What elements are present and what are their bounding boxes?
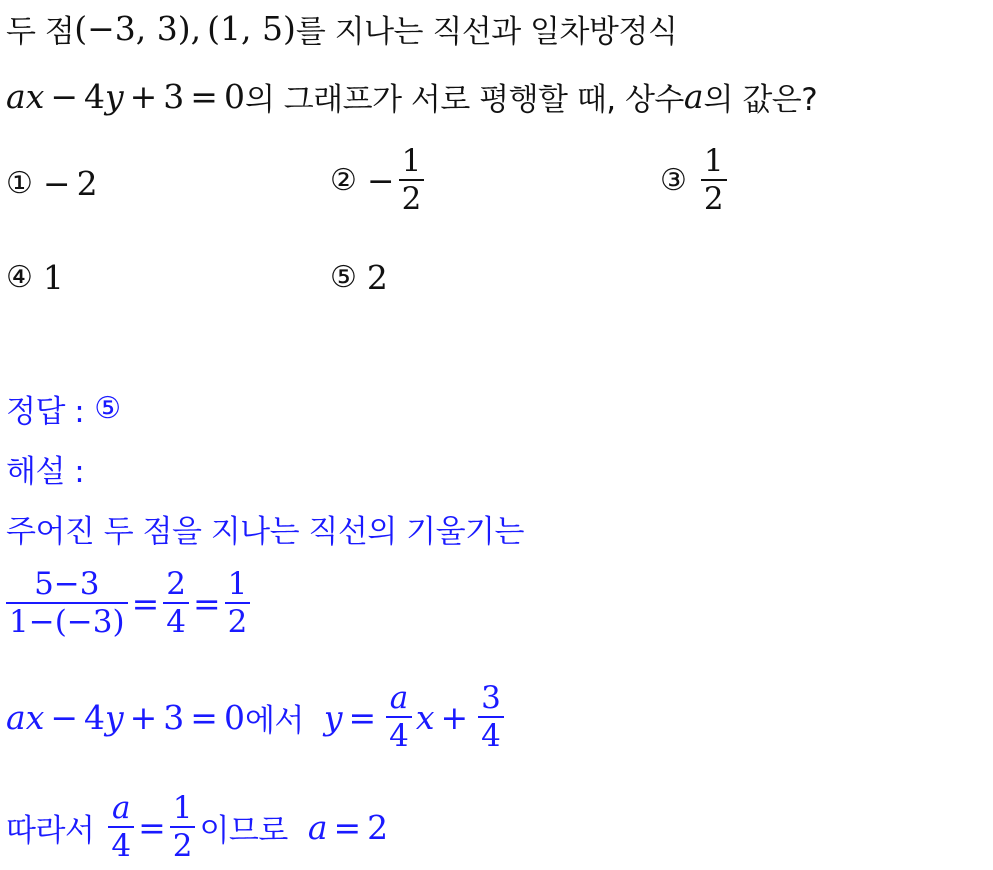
s4-f1-num: a [111,790,131,826]
choice-2-mark: ② [330,162,357,198]
s3-x2: x [415,697,435,737]
choice-1-mark: ① [6,166,33,201]
s3-y2: y [323,697,343,737]
eq-minus: − [50,77,78,116]
s4-equals: = [138,807,166,847]
s4-f1-den: 4 [111,828,132,864]
choice-4-mark: ④ [6,260,33,295]
slope-eq-1: = [131,583,160,623]
slope-eq-2: = [192,583,221,623]
s4-prefix: 따라서 [6,812,95,849]
solution-line-4 [6,790,388,864]
slope-f3-den: 2 [227,604,248,640]
choice-5-value: 2 [366,258,388,297]
s4-equals-2: = [333,807,362,847]
choice-2-den: 2 [401,181,422,217]
question-suffix: 를 지나는 직선과 일차방정식 [295,14,678,50]
s3-minus: − [50,697,78,737]
answer-value: ⑤ [94,391,122,426]
question-suffix-1: 의 그래프가 서로 평행할 때, 상수 [244,82,684,118]
slope-fraction [6,566,128,640]
choice-3-den: 2 [703,181,724,217]
slope-f2-den: 4 [166,604,186,640]
solution-text-1: 주어진 두 점을 지나는 직선의 기울기는 [6,514,524,550]
s3-f2-num: 3 [481,680,501,716]
slope-f2-num: 2 [166,566,186,602]
choice-3[interactable] [660,143,731,217]
point-1: (−3, 3), [74,9,202,48]
answer-label: 정답 : [6,394,85,430]
s4-fraction-2 [170,790,196,864]
s4-value: 2 [367,807,389,847]
s3-plus-2: + [440,697,469,737]
s4-a: a [307,807,328,847]
question-var: a [683,77,704,116]
slope-f3-num: 1 [227,566,248,602]
eq-y: y [104,77,124,116]
s4-f2-num: 1 [172,790,193,826]
s3-fraction-1 [386,680,412,754]
choice-2-sign: − [366,160,395,200]
choice-1-value: 2 [76,164,98,203]
question-line-1 [6,6,677,51]
question-line-2 [6,74,817,119]
choice-5[interactable] [330,258,388,297]
question-prefix: 두 점 [6,14,75,50]
eq-equals: = [190,77,218,116]
eq-a: a [6,77,26,116]
s3-f2-den: 4 [481,718,501,754]
choice-2[interactable] [330,143,428,217]
s3-fraction-2 [478,680,504,754]
choice-4[interactable] [6,258,64,297]
solution-label [6,446,84,491]
choice-1-sign: − [42,164,71,203]
answer-line [6,386,121,431]
s3-4: 4 [83,697,105,737]
choice-3-fraction [701,143,727,217]
slope-expression [6,566,254,640]
solution-line-1 [6,506,524,551]
s4-fraction-1 [108,790,134,864]
choice-1[interactable] [6,164,98,203]
choice-2-num: 1 [401,143,422,179]
choice-5-mark: ⑤ [330,260,357,295]
s3-x: x [25,697,45,737]
choice-3-num: 1 [703,143,724,179]
eq-3: 3 [163,77,185,116]
s4-mid: 이므로 [199,812,288,849]
s3-plus: + [129,697,158,737]
s3-a: a [6,697,26,737]
s3-0: 0 [223,697,245,737]
s3-f1-den: 4 [389,718,409,754]
s3-3: 3 [163,697,185,737]
choice-4-value: 1 [42,258,64,297]
s3-equals-2: = [348,697,377,737]
choice-2-fraction [399,143,425,217]
s3-f1-num: a [389,680,409,716]
slope-num: 5−3 [34,566,100,602]
s3-mid: 에서 [244,702,304,739]
question-suffix-2: 의 값은? [703,82,818,118]
s3-y: y [104,697,124,737]
slope-fraction-3 [225,566,251,640]
eq-x: x [25,77,45,116]
solution-line-3 [6,680,508,754]
s3-equals: = [190,697,218,737]
choice-3-mark: ③ [660,162,687,198]
solution-label-text: 해설 : [6,454,85,490]
s4-f2-den: 2 [172,828,193,864]
eq-0: 0 [223,77,245,116]
slope-den: 1−(−3) [9,604,125,640]
point-2: (1, 5) [207,9,296,48]
eq-plus: + [129,77,158,116]
eq-4: 4 [83,77,105,116]
slope-fraction-2 [163,566,189,640]
